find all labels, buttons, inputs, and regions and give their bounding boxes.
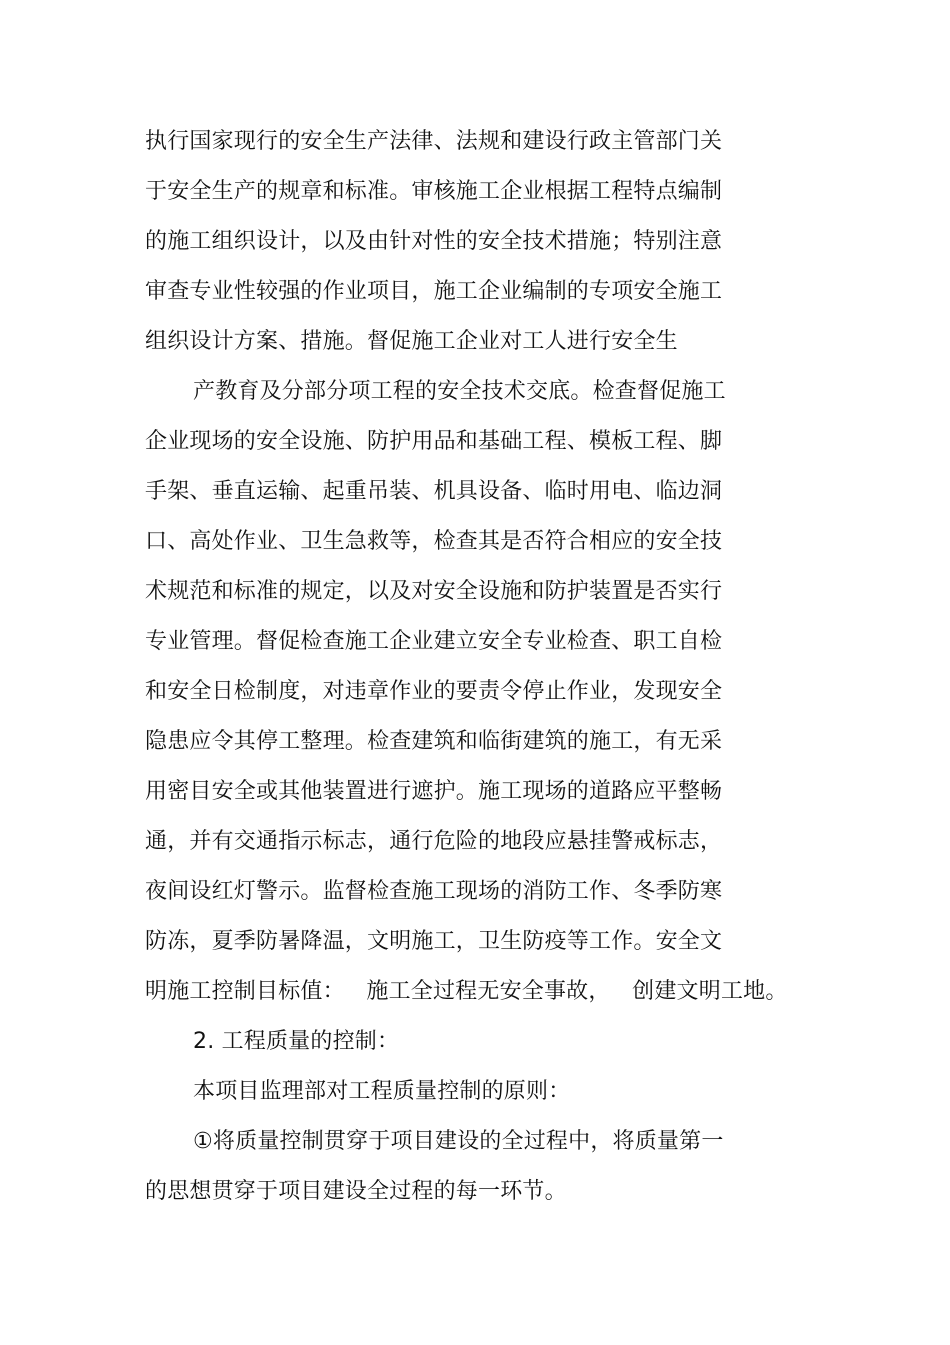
text-line: 和安全日检制度，对违章作业的要责令停止作业，发现安全 [145,679,723,704]
text-line: 于安全生产的规章和标准。审核施工企业根据工程特点编制 [145,179,723,204]
text-line: 术规范和标准的规定，以及对安全设施和防护装置是否实行 [145,579,723,604]
text-line: 企业现场的安全设施、防护用品和基础工程、模板工程、脚 [145,429,723,454]
text-line: 手架、垂直运输、起重吊装、机具设备、临时用电、临边洞 [145,479,723,504]
text-line: 审查专业性较强的作业项目，施工企业编制的专项安全施工 [145,279,723,304]
section-heading: 2. 工程质量的控制： [193,1029,400,1054]
text-line: 产教育及分部分项工程的安全技术交底。检查督促施工 [193,379,726,404]
text-line: 隐患应令其停工整理。检查建筑和临街建筑的施工，有无采 [145,729,723,754]
text-line: 执行国家现行的安全生产法律、法规和建设行政主管部门关 [145,129,723,154]
text-line: 的思想贯穿于项目建设全过程的每一环节。 [145,1179,567,1204]
text-line: 的施工组织设计，以及由针对性的安全技术措施；特别注意 [145,229,723,254]
text-line: 口、高处作业、卫生急救等，检查其是否符合相应的安全技 [145,529,723,554]
text-line: 夜间设红灯警示。监督检查施工现场的消防工作、冬季防寒 [145,879,723,904]
text-line: 通，并有交通指示标志，通行危险的地段应悬挂警戒标志， [145,829,723,854]
text-line: 组织设计方案、措施。督促施工企业对工人进行安全生 [145,329,678,354]
text-line: ①将质量控制贯穿于项目建设的全过程中，将质量第一 [193,1129,724,1154]
text-line: 防冻，夏季防暑降温，文明施工，卫生防疫等工作。安全文 [145,929,723,954]
text-line: 明施工控制目标值： 施工全过程无安全事故， 创建文明工地。 [145,979,788,1004]
text-line: 本项目监理部对工程质量控制的原则： [193,1079,571,1104]
text-line: 用密目安全或其他装置进行遮护。施工现场的道路应平整畅 [145,779,723,804]
text-line: 专业管理。督促检查施工企业建立安全专业检查、职工自检 [145,629,723,654]
